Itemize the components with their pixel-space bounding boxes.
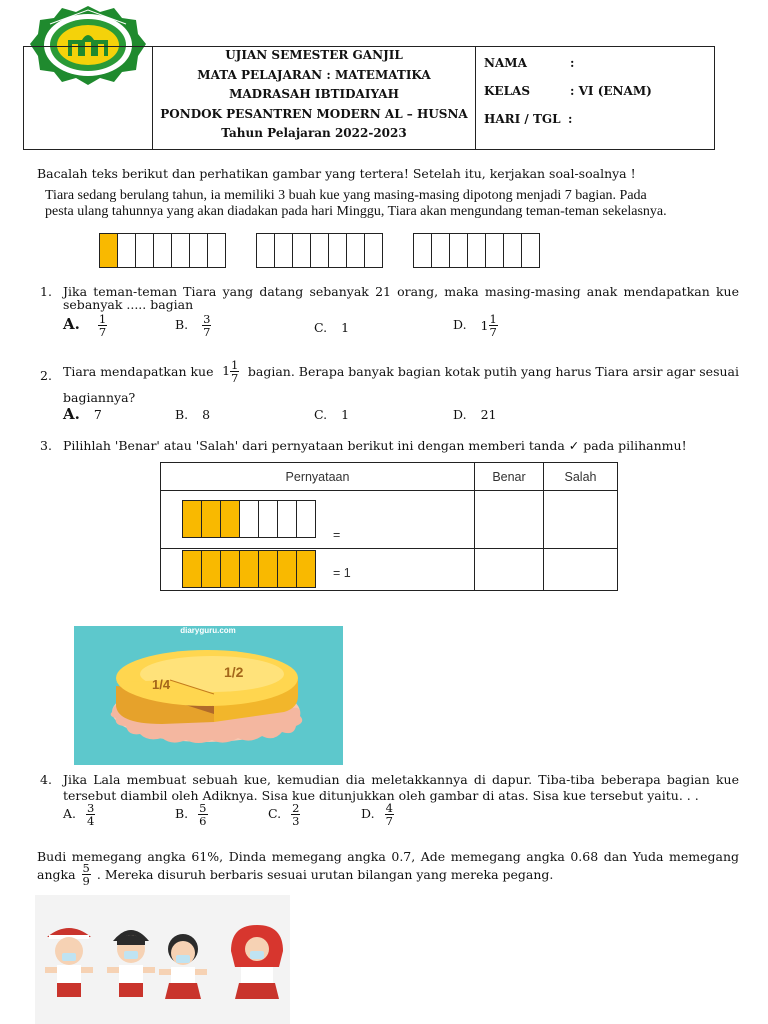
- empty-cell: [449, 233, 468, 268]
- empty-cell: [413, 233, 432, 268]
- question-1-text-2: sebanyak ..... bagian: [63, 297, 194, 312]
- option-label: C.: [314, 320, 328, 335]
- col-salah: Salah: [544, 463, 618, 491]
- mixed-whole: 1: [222, 363, 231, 378]
- empty-cell: [503, 233, 522, 268]
- students-image: [35, 895, 290, 1024]
- kelas-label: KELAS: [484, 84, 530, 98]
- empty-cell: [153, 233, 172, 268]
- empty-cell: [256, 233, 275, 268]
- empty-cell: [431, 233, 450, 268]
- salah-checkbox[interactable]: [544, 491, 618, 549]
- benar-checkbox[interactable]: [475, 491, 544, 549]
- option-b[interactable]: B. 8: [175, 407, 211, 422]
- half-label: 1/2: [224, 664, 244, 680]
- shaded-cell: [220, 500, 240, 538]
- empty-cell: [292, 233, 311, 268]
- shaded-cell: [99, 233, 118, 268]
- quarter-label: 1/4: [152, 677, 171, 692]
- question-4-text: Jika Lala membuat sebuah kue, kemudian dia meletakkannya di dapur. Tiba-tiba beberapa bagian kue: [63, 772, 739, 787]
- statement-cell: [161, 491, 475, 549]
- option-a[interactable]: A. 7: [63, 405, 102, 423]
- empty-cell: [310, 233, 329, 268]
- question-2-text: Tiara mendapatkan kue 1 $\frac{1}{7}$ bagian. Berapa banyak bagian kotak putih yang harus Tiara arsir agar sesuai: [63, 358, 739, 385]
- option-d[interactable]: D. 21: [453, 407, 497, 422]
- option-c[interactable]: C. 1: [314, 407, 350, 422]
- passage-line-2: angka $\frac{5}{9}$ . Mereka disuruh berbaris sesuai urutan bilangan yang mereka pegang.: [37, 861, 554, 888]
- shaded-cell: [182, 550, 202, 588]
- nama-field[interactable]: :: [570, 56, 575, 70]
- empty-cell: [171, 233, 190, 268]
- fraction: $\frac{3}{4}$: [87, 801, 95, 828]
- empty-cell: [274, 233, 293, 268]
- cake-bar: [413, 233, 539, 268]
- subject-line: MATA PELAJARAN : MATEMATIKA: [197, 67, 431, 82]
- option-a[interactable]: [63, 313, 107, 338]
- option-c[interactable]: [314, 320, 349, 335]
- col-benar: Benar: [475, 463, 544, 491]
- story-line-2: pesta ulang tahunnya yang akan diadakan pada hari Minggu, Tiara akan mengundang teman-teman sekelasnya.: [45, 204, 667, 219]
- statement-cell: [161, 549, 475, 591]
- benar-checkbox[interactable]: [475, 549, 544, 591]
- fraction: $\frac{3}{7}$: [203, 312, 211, 339]
- empty-cell: [258, 500, 278, 538]
- fraction: $\frac{4}{7}$: [385, 801, 393, 828]
- option-b[interactable]: B. $\frac{5}{6}$: [175, 801, 207, 828]
- question-number: 4.: [40, 772, 52, 787]
- question-3-text: Pilihlah 'Benar' atau 'Salah' dari pernyataan berikut ini dengan memberi tanda ✓ pada pilihanmu!: [63, 438, 687, 453]
- empty-cell: [328, 233, 347, 268]
- equation-suffix: = 1: [333, 566, 351, 580]
- empty-cell: [135, 233, 154, 268]
- shaded-cell: [220, 550, 240, 588]
- empty-cell: [239, 500, 259, 538]
- col-statement: Pernyataan: [161, 463, 475, 491]
- hari-field[interactable]: :: [568, 112, 573, 126]
- fraction: $\frac{5}{6}$: [199, 801, 207, 828]
- image-caption: diaryguru.com: [180, 626, 236, 635]
- school-name: PONDOK PESANTREN MODERN AL – HUSNA: [160, 106, 468, 121]
- story-line-1: Tiara sedang berulang tahun, ia memiliki 3 buah kue yang masing-masing dipotong menjadi 7 bagian. Pada: [45, 188, 647, 203]
- empty-cell: [117, 233, 136, 268]
- fraction-bar: [182, 500, 315, 538]
- student-figure: [231, 925, 283, 999]
- empty-cell: [521, 233, 540, 268]
- option-b[interactable]: [175, 313, 211, 338]
- kelas-value: : VI (ENAM): [570, 84, 652, 98]
- option-label: B.: [175, 317, 189, 332]
- question-number: 3.: [40, 438, 52, 453]
- option-d[interactable]: D. $\frac{4}{7}$: [361, 801, 393, 828]
- fraction: $\frac{1}{7}$: [98, 312, 107, 339]
- empty-cell: [207, 233, 226, 268]
- cake-bar: [256, 233, 382, 268]
- cake-bar: [99, 233, 225, 268]
- exam-title: UJIAN SEMESTER GANJIL: [225, 48, 403, 62]
- equation-suffix: =: [333, 528, 341, 542]
- question-4-text-2: tersebut diambil oleh Adiknya. Sisa kue ditunjukkan oleh gambar di atas. Sisa kue tersebut yaitu. . .: [63, 788, 699, 803]
- academic-year: Tahun Pelajaran 2022-2023: [221, 126, 407, 140]
- question-number: 2.: [40, 368, 52, 383]
- shaded-cell: [258, 550, 278, 588]
- exam-title-block: [153, 46, 475, 144]
- option-c[interactable]: C. $\frac{2}{3}$: [268, 801, 300, 828]
- option-label: A.: [63, 315, 80, 333]
- instruction: Bacalah teks berikut dan perhatikan gambar yang tertera! Setelah itu, kerjakan soal-soalnya !: [37, 166, 636, 181]
- statement-table: [160, 462, 618, 591]
- option-d[interactable]: [453, 313, 498, 338]
- fraction: $\frac{2}{3}$: [292, 801, 300, 828]
- question-number: 1.: [40, 284, 52, 299]
- shaded-cell: [182, 500, 202, 538]
- hari-label: HARI / TGL: [484, 112, 561, 126]
- fraction: $\frac{1}{7}$: [489, 312, 497, 339]
- shaded-cell: [277, 550, 297, 588]
- passage-line-1: Budi memegang angka 61%, Dinda memegang angka 0.7, Ade memegang angka 0.68 dan Yuda memegang: [37, 849, 739, 864]
- empty-cell: [485, 233, 504, 268]
- fraction: $\frac{5}{9}$: [82, 861, 90, 888]
- empty-cell: [346, 233, 365, 268]
- empty-cell: [189, 233, 208, 268]
- school-level: MADRASAH IBTIDAIYAH: [229, 87, 399, 101]
- option-label: D.: [453, 317, 467, 332]
- shaded-cell: [239, 550, 259, 588]
- fraction-bar: [182, 550, 315, 588]
- salah-checkbox[interactable]: [544, 549, 618, 591]
- empty-cell: [277, 500, 297, 538]
- fraction: $\frac{1}{7}$: [231, 358, 239, 385]
- question-1-text: Jika teman-teman Tiara yang datang sebanyak 21 orang, maka masing-masing anak mendapatkan kue: [63, 284, 739, 299]
- option-a[interactable]: A. $\frac{3}{4}$: [63, 801, 95, 828]
- shaded-cell: [201, 500, 221, 538]
- empty-cell: [467, 233, 486, 268]
- option-value: 1: [341, 320, 350, 335]
- shaded-cell: [296, 550, 316, 588]
- cake-image: [74, 626, 343, 765]
- question-2-text-2: bagiannya?: [63, 390, 136, 405]
- shaded-cell: [201, 550, 221, 588]
- empty-cell: [296, 500, 316, 538]
- nama-label: NAMA: [484, 56, 527, 70]
- header-divider: [475, 46, 476, 150]
- mixed-whole: 1: [480, 318, 489, 333]
- empty-cell: [364, 233, 383, 268]
